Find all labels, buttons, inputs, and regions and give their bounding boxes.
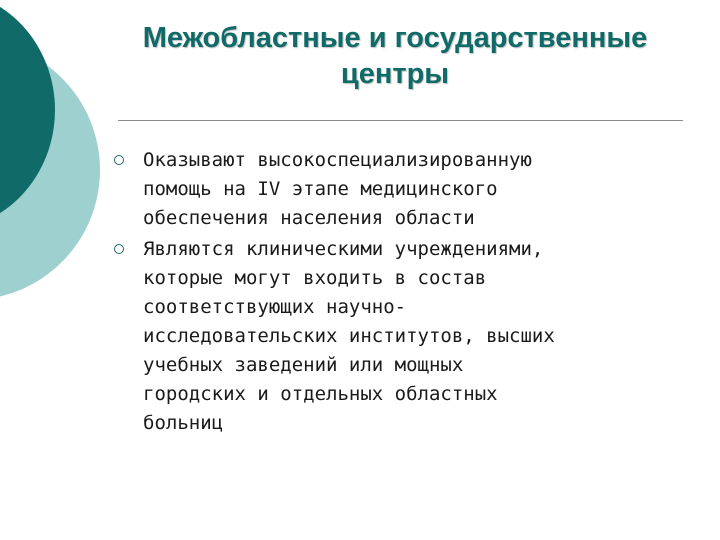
slide-title (100, 20, 690, 92)
bullet-line: больниц (143, 412, 224, 434)
bullet-line: городских и отдельных областных (143, 383, 498, 405)
bullet-line: Являются клиническими учреждениями, (143, 238, 544, 260)
bullet-icon (114, 244, 124, 254)
bullet-list (112, 146, 702, 440)
bullet-item (112, 235, 702, 438)
slide-title-line-2: центры (340, 58, 450, 90)
slide-title-line-1: Межобластные и государственные (142, 22, 648, 54)
bullet-line: помощь на IV этапе медицинского (143, 178, 498, 200)
title-divider (118, 120, 683, 121)
bullet-line: которые могут входить в состав (143, 267, 487, 289)
bullet-line: соответствующих научно- (143, 296, 407, 318)
bullet-line: Оказывают высокоспециализированную (143, 149, 532, 171)
bullet-item (112, 146, 702, 233)
bullet-line: исследовательских институтов, высших (143, 325, 555, 347)
bullet-icon (114, 155, 124, 165)
bullet-line: обеспечения населения области (143, 207, 475, 229)
bullet-line: учебных заведений или мощных (143, 354, 464, 376)
